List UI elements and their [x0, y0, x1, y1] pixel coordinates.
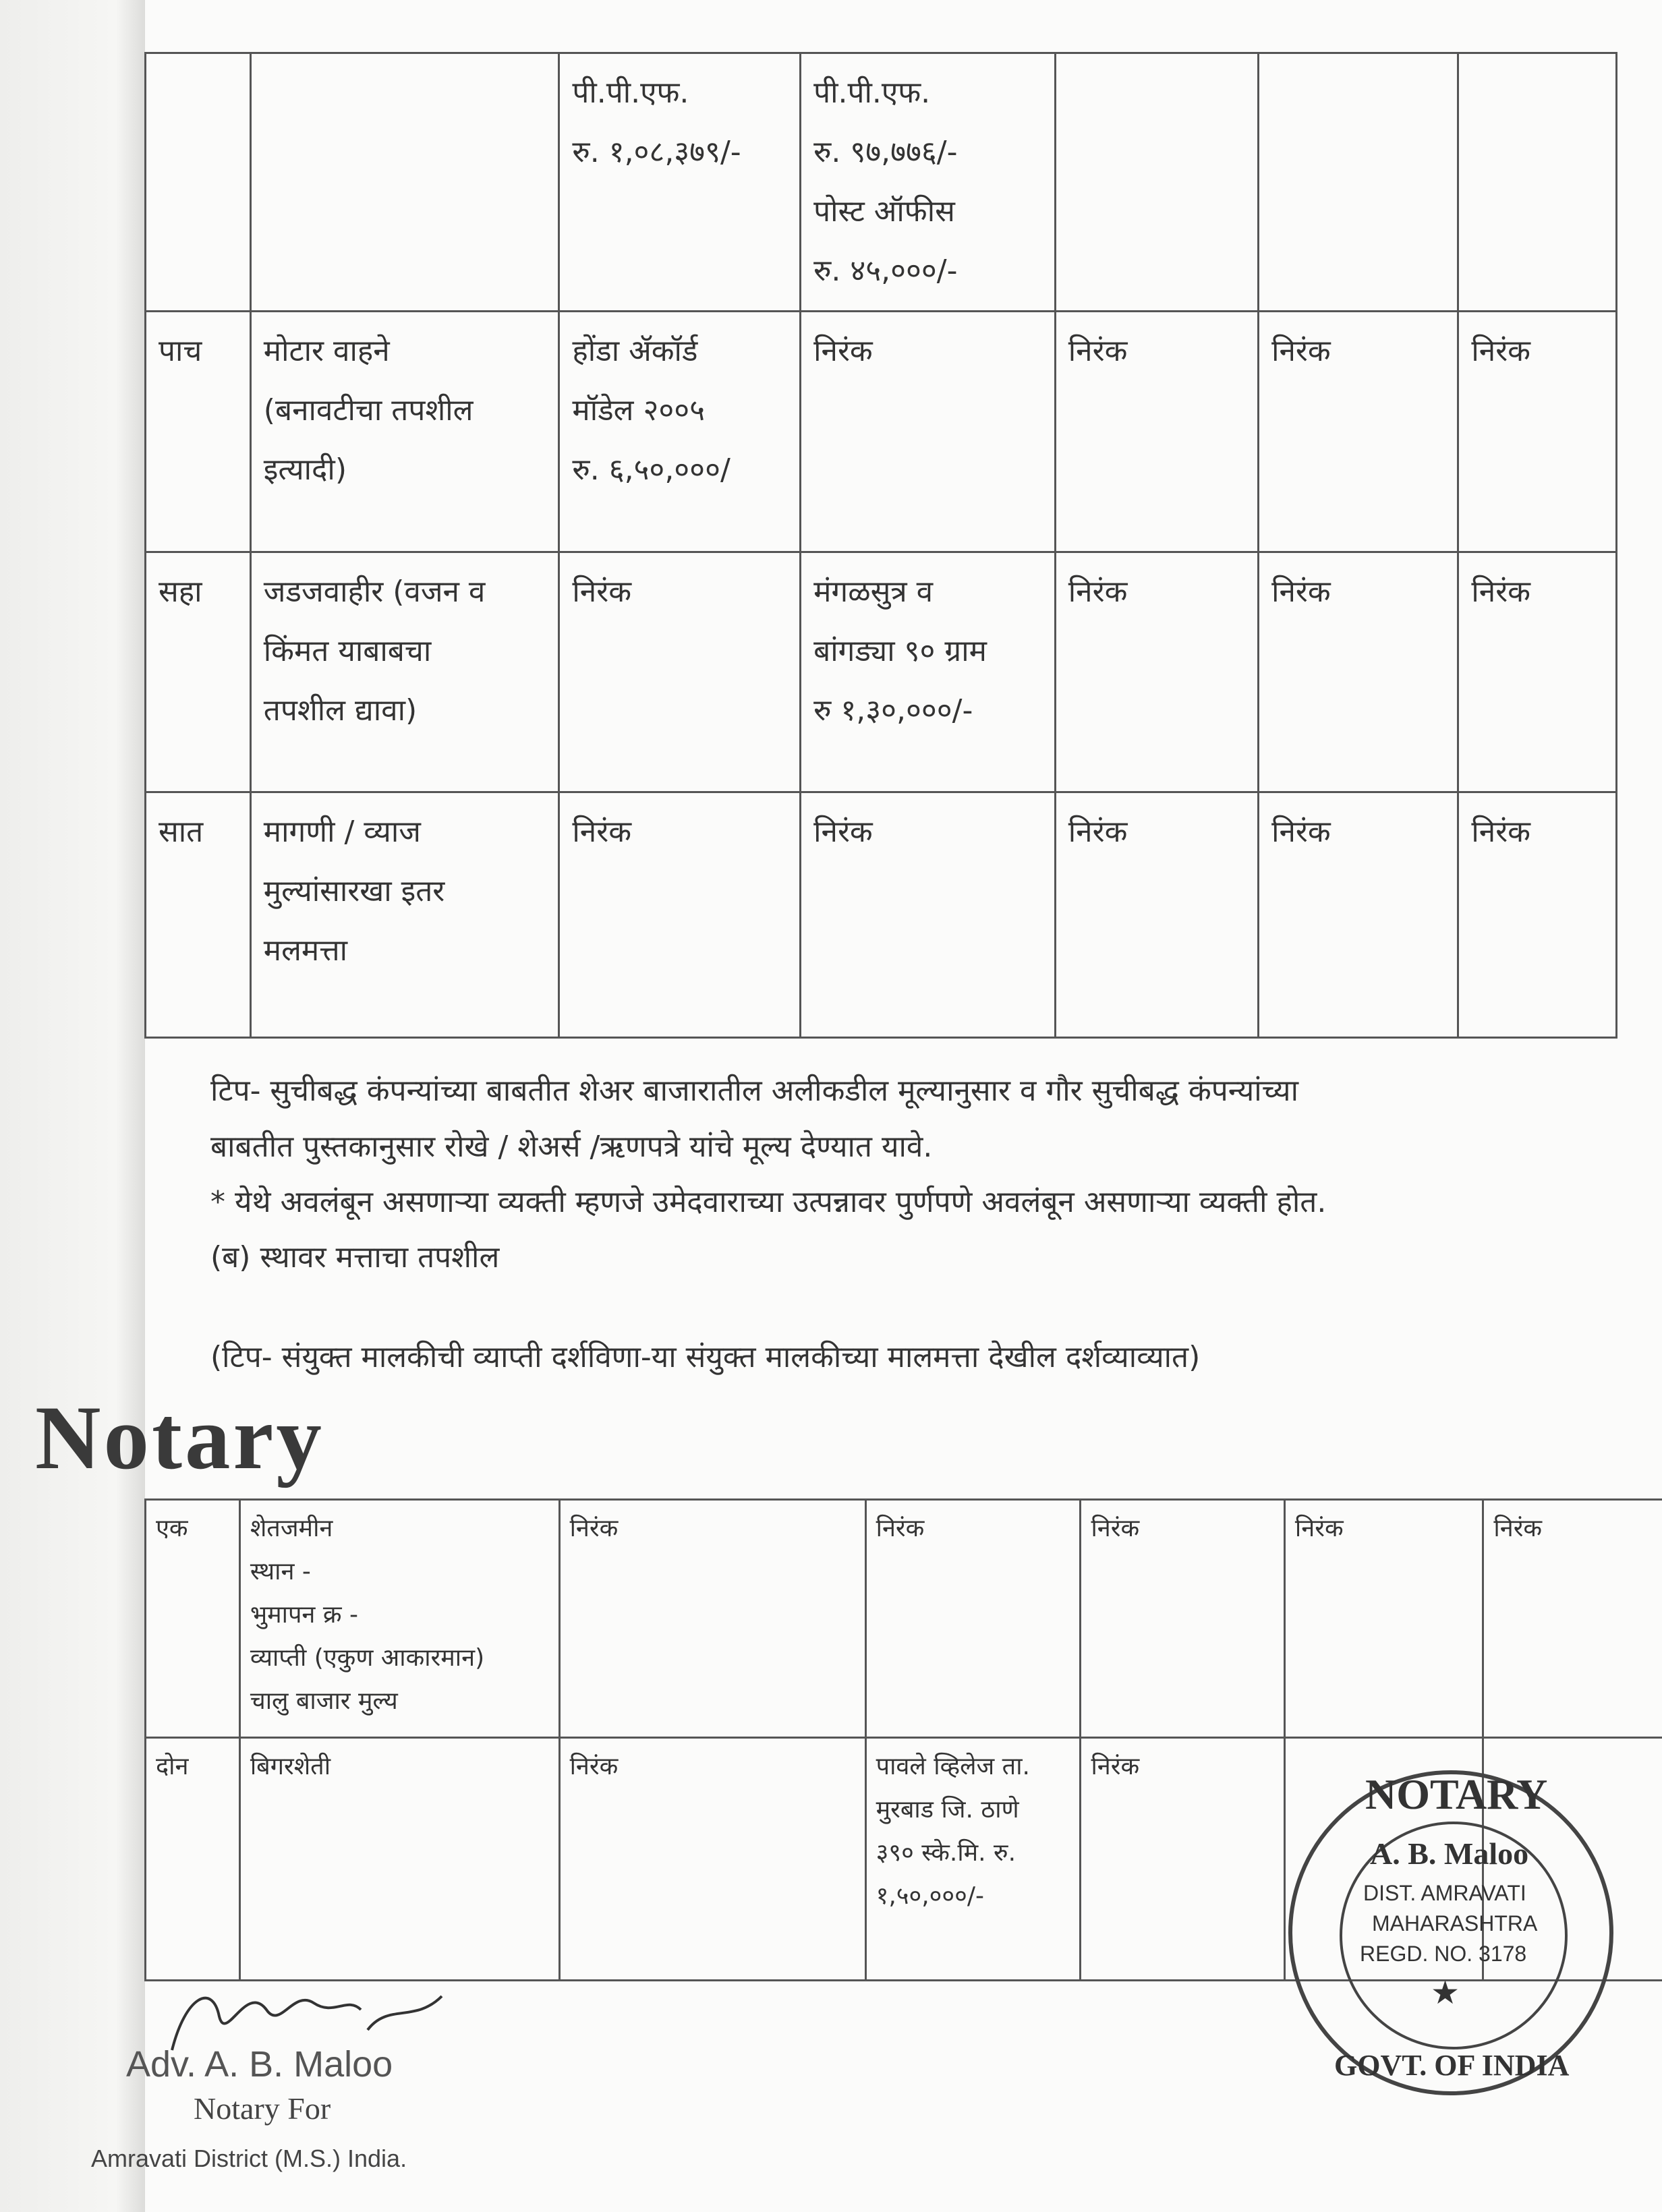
notary-label: Notary: [35, 1388, 324, 1488]
value-cell-c2: [801, 53, 1056, 312]
notary-stamp: [1288, 1770, 1613, 2095]
stamp-line-1: DIST. AMRAVATI: [1363, 1881, 1526, 1905]
stamp-ring-top: NOTARY: [1365, 1770, 1548, 1818]
value-cell-c5: निरंक: [1483, 1500, 1662, 1738]
value-cell-c1-line: निरंक: [572, 575, 632, 609]
paper-fold-shadow: [0, 0, 145, 2212]
asset-description-line: जडजवाहीर (वजन व: [263, 575, 486, 609]
asset-description-line: भुमापन क्र -: [250, 1601, 358, 1629]
row-number: [146, 53, 251, 312]
note-line-1: टिप- सुचीबद्ध कंपन्यांच्या बाबतीत शेअर बाजारातील अलीकडील मूल्यानुसार व गौर सुचीबद्ध कंपन्यांच्या: [210, 1074, 1298, 1108]
value-cell-c4: निरंक: [1259, 792, 1458, 1038]
value-cell-c1-line: मॉडेल २००५: [572, 393, 705, 428]
stamp-line-3: REGD. NO. 3178: [1360, 1942, 1527, 1966]
table-row: [146, 792, 1617, 1038]
asset-description-line: शेतजमीन: [250, 1515, 333, 1542]
value-cell-c3-line: निरंक: [1091, 1753, 1140, 1780]
section-heading-immovable: (ब) स्थावर मत्ताचा तपशील: [210, 1240, 500, 1275]
value-cell-c3: निरंक: [1055, 552, 1258, 792]
signatory-district: Amravati District (M.S.) India.: [91, 2145, 407, 2172]
row-number: दोन: [146, 1738, 240, 1981]
asset-description-line: मुल्यांसारखा इतर: [263, 874, 445, 908]
asset-description-line: इत्यादी): [263, 453, 347, 487]
value-cell-c1-line: होंडा ॲकॉर्ड: [572, 334, 698, 368]
table-row: [146, 53, 1617, 312]
value-cell-c4: [1259, 53, 1458, 312]
value-cell-c1-line: निरंक: [569, 1753, 619, 1780]
asset-description: [250, 552, 559, 792]
asset-description-line: तपशील द्यावा): [263, 693, 418, 728]
value-cell-c2-line: १,५०,०००/-: [876, 1882, 984, 1910]
value-cell-c3: [1081, 1738, 1284, 1981]
value-cell-c2-line: निरंक: [813, 815, 873, 849]
table-row: [146, 552, 1617, 792]
asset-description-line: चालु बाजार मुल्य: [250, 1687, 398, 1715]
row-number: पाच: [146, 312, 251, 552]
stamp-line-2: MAHARASHTRA: [1372, 1911, 1538, 1936]
value-cell-c4: निरंक: [1259, 552, 1458, 792]
value-cell-c1: [559, 1738, 865, 1981]
value-cell-c2-line: ३९० स्के.मि. रु.: [876, 1839, 1016, 1867]
asset-description: [250, 53, 559, 312]
table-row: [146, 1500, 1662, 1738]
asset-description-line: मागणी / व्याज: [263, 815, 421, 849]
value-cell-c5: निरंक: [1458, 312, 1617, 552]
note-line-4: (टिप- संयुक्त मालकीची व्याप्ती दर्शविणा-या संयुक्त मालकीच्या मालमत्ता देखील दर्शव्याव्यात): [210, 1340, 1201, 1374]
value-cell-c1-line: रु. ६,५०,०००/: [572, 453, 730, 487]
value-cell-c1: [559, 1500, 865, 1738]
value-cell-c2-line: मंगळसुत्र व: [813, 575, 934, 609]
value-cell-c2: [801, 552, 1056, 792]
asset-description-line: बिगरशेती: [250, 1753, 331, 1780]
value-cell-c2-line: मुरबाड जि. ठाणे: [876, 1796, 1019, 1824]
value-cell-c1-line: रु. १,०८,३७९/-: [572, 135, 741, 169]
table-row: [146, 312, 1617, 552]
value-cell-c1: [559, 552, 801, 792]
row-number: एक: [146, 1500, 240, 1738]
value-cell-c1-line: पी.पी.एफ.: [572, 76, 689, 110]
movable-assets-table: [144, 52, 1617, 1039]
row-number: सहा: [146, 552, 251, 792]
value-cell-c2-line: पोस्ट ऑफीस: [813, 194, 955, 229]
asset-description-line: किंमत याबाबचा: [263, 634, 432, 668]
value-cell-c2-line: रु. ९७,७७६/-: [813, 135, 958, 169]
value-cell-c4: निरंक: [1284, 1500, 1483, 1738]
signatory-name: Adv. A. B. Maloo: [126, 2044, 393, 2085]
asset-description: [250, 312, 559, 552]
value-cell-c3: निरंक: [1055, 792, 1258, 1038]
value-cell-c2: [865, 1738, 1081, 1981]
signatory-title: Notary For: [194, 2091, 331, 2126]
value-cell-c3: [1081, 1500, 1284, 1738]
value-cell-c2-line: निरंक: [813, 334, 873, 368]
value-cell-c3: निरंक: [1055, 312, 1258, 552]
star-icon: ★: [1431, 1974, 1460, 2012]
value-cell-c5: निरंक: [1458, 552, 1617, 792]
stamp-ring-bottom: GOVT. OF INDIA: [1334, 2049, 1570, 2082]
asset-description-line: मलमत्ता: [263, 933, 348, 968]
asset-description-line: व्याप्ती (एकुण आकारमान): [250, 1644, 485, 1672]
asset-description: [239, 1500, 559, 1738]
value-cell-c2-line: निरंक: [876, 1515, 925, 1542]
value-cell-c1: [559, 53, 801, 312]
value-cell-c4: निरंक: [1259, 312, 1458, 552]
asset-description-line: मोटार वाहने: [263, 334, 390, 368]
row-number: सात: [146, 792, 251, 1038]
asset-description-line: (बनावटीचा तपशील: [263, 393, 474, 428]
value-cell-c2-line: रु. ४५,०००/-: [813, 254, 958, 288]
value-cell-c5: [1458, 53, 1617, 312]
value-cell-c2-line: पी.पी.एफ.: [813, 76, 931, 110]
asset-description: [239, 1738, 559, 1981]
asset-description: [250, 792, 559, 1038]
value-cell-c1: [559, 792, 801, 1038]
value-cell-c2: [801, 792, 1056, 1038]
value-cell-c2: [865, 1500, 1081, 1738]
value-cell-c3: [1055, 53, 1258, 312]
value-cell-c5: निरंक: [1458, 792, 1617, 1038]
asset-description-line: स्थान -: [250, 1558, 311, 1585]
value-cell-c2-line: पावले व्हिलेज ता.: [876, 1753, 1030, 1780]
value-cell-c1-line: निरंक: [572, 815, 632, 849]
value-cell-c3-line: निरंक: [1091, 1515, 1140, 1542]
value-cell-c2-line: बांगड्या ९० ग्राम: [813, 634, 987, 668]
value-cell-c1: [559, 312, 801, 552]
value-cell-c2-line: रु १,३०,०००/-: [813, 693, 973, 728]
note-line-3: * येथे अवलंबून असणाऱ्या व्यक्ती म्हणजे उमेदवाराच्या उत्पन्नावर पुर्णपणे अवलंबून असणाऱ्या व्यक्ती होत.: [210, 1185, 1327, 1219]
value-cell-c1-line: निरंक: [569, 1515, 619, 1542]
note-line-2: बाबतीत पुस्तकानुसार रोखे / शेअर्स /ऋणपत्रे यांचे मूल्य देण्यात यावे.: [210, 1130, 933, 1164]
stamp-name: A. B. Maloo: [1370, 1836, 1529, 1871]
value-cell-c2: [801, 312, 1056, 552]
